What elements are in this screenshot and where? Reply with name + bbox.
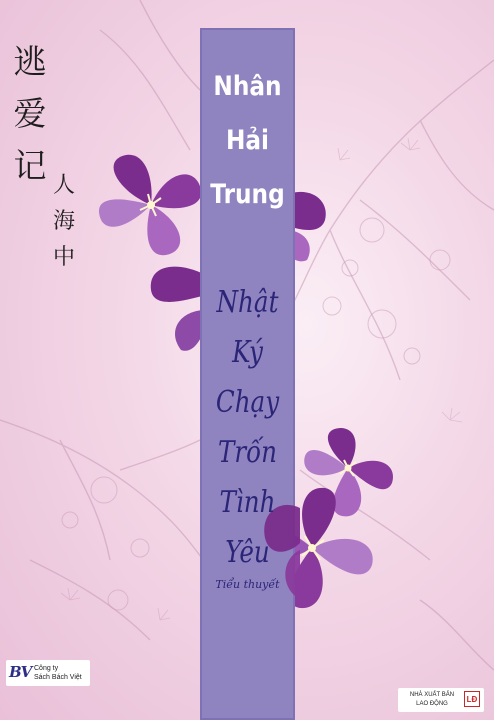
bach-viet-logo [6,660,90,686]
genre-label: Tiểu thuyết [215,578,280,591]
title-line: Ký [232,335,263,370]
publisher-line1: NHÀ XUẤT BẢN [409,692,455,698]
chinese-author-char: 人 [52,173,75,198]
violet-flower-top-left [96,150,206,260]
bach-viet-line1: Công ty [34,665,59,672]
author-line: Trung [210,179,285,210]
chinese-author-char: 中 [52,245,75,270]
chinese-title-char: 爱 [13,94,47,133]
chinese-title-char: 逃 [13,42,47,81]
chinese-title [10,36,50,192]
title-line: Yêu [225,535,270,570]
author-name [207,60,289,222]
chinese-author-char: 海 [52,209,75,234]
title-line: Nhật [216,285,279,320]
bach-viet-line2: Sách Bách Việt [34,674,82,681]
violet-flower-left-petals [146,255,206,355]
chinese-author [48,168,80,276]
title-line: Tình [219,485,276,520]
bach-viet-logo-mark: BV [9,663,32,681]
lao-dong-publisher-logo [398,688,484,712]
author-line: Nhân [213,71,282,102]
lao-dong-logo-mark: LĐ [464,691,480,707]
book-title [205,278,289,578]
title-line: Trốn [217,435,278,470]
publisher-line2: LAO ĐỘNG [416,701,448,707]
chinese-title-char: 记 [13,146,47,185]
title-line: Chạy [215,385,280,420]
author-line: Hải [225,125,270,156]
